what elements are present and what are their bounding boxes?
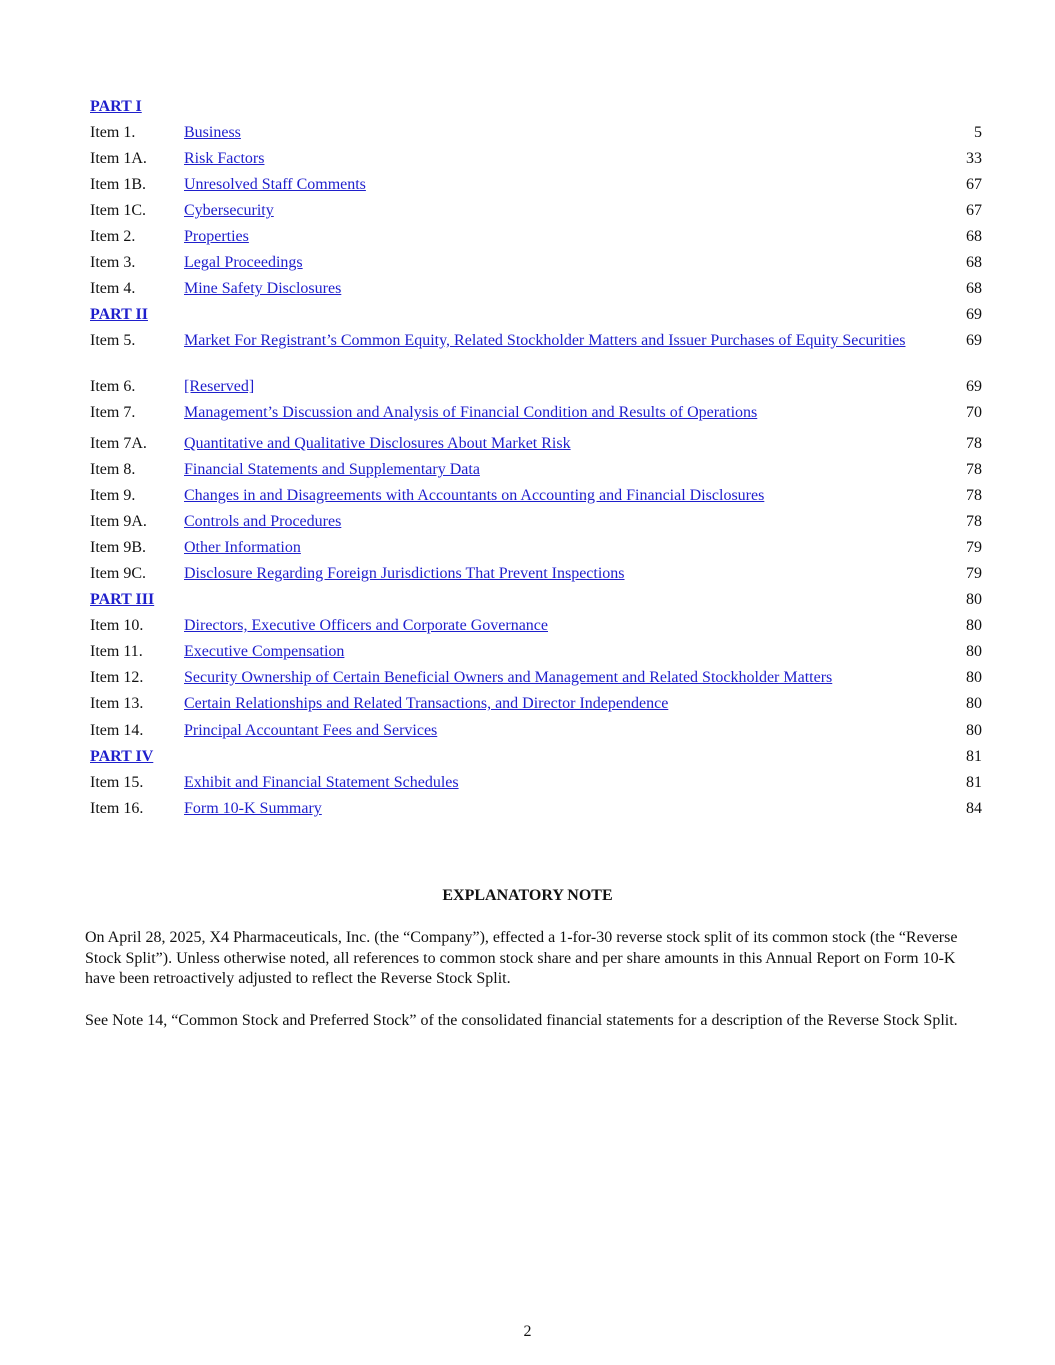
toc-item-row (88, 668, 982, 694)
toc-item-row (88, 460, 982, 486)
toc-page-number: 68 (966, 228, 982, 245)
toc-item-title-cell (184, 149, 922, 175)
toc-item-link[interactable]: Changes in and Disagreements with Accountants on Accounting and Financial Disclosures (184, 487, 765, 504)
toc-item-number: Item 10. (90, 617, 144, 634)
toc-item-row (88, 149, 982, 175)
toc-item-row (88, 331, 982, 377)
toc-item-number: Item 9B. (90, 539, 146, 556)
toc-part-link[interactable]: PART IV (90, 748, 154, 765)
toc-item-title-cell (184, 175, 922, 201)
explanatory-note-paragraph: On April 28, 2025, X4 Pharmaceuticals, Inc. (the “Company”), effected a 1-for-30 reverse stock split of its common stock (the “Reverse Stock Split”). Unless otherwise noted, all references to common stock share and per share amounts in this Annual Report on Form 10-K have been retroactively adjusted to reflect the Reverse Stock Split. (85, 929, 958, 987)
toc-item-number: Item 12. (90, 669, 144, 686)
toc-page-number: 79 (966, 539, 982, 556)
toc-item-row (88, 227, 982, 253)
explanatory-note-paragraph: See Note 14, “Common Stock and Preferred Stock” of the consolidated financial statements for a description of the Reverse Stock Split. (85, 1012, 958, 1029)
toc-item-title-cell (184, 642, 922, 668)
toc-item-link[interactable]: Controls and Procedures (184, 513, 342, 530)
toc-part-cell (88, 97, 922, 123)
toc-item-title-cell (184, 486, 922, 512)
toc-item-number: Item 14. (90, 722, 144, 739)
explanatory-note-heading: EXPLANATORY NOTE (442, 887, 613, 904)
toc-page-number: 80 (966, 643, 982, 660)
toc-item-row (88, 773, 982, 799)
toc-item-row (88, 434, 982, 460)
toc-item-number: Item 6. (90, 378, 136, 395)
toc-item-title-cell (184, 123, 922, 149)
toc-page-number (922, 97, 982, 123)
toc-item-title-cell (184, 253, 922, 279)
toc-item-row (88, 512, 982, 538)
toc-page-number: 80 (966, 617, 982, 634)
toc-item-title-cell (184, 773, 922, 799)
toc-page-number: 70 (966, 404, 982, 421)
toc-item-number: Item 16. (90, 800, 144, 817)
toc-item-title-cell (184, 201, 922, 227)
toc-item-row (88, 253, 982, 279)
toc-item-title-cell (184, 564, 922, 590)
toc-item-number: Item 9C. (90, 565, 146, 582)
toc-item-title-cell (184, 331, 922, 377)
toc-item-link[interactable]: Legal Proceedings (184, 254, 303, 271)
toc-item-link[interactable]: Properties (184, 228, 249, 245)
toc-item-link[interactable]: Certain Relationships and Related Transactions, and Director Independence (184, 695, 669, 712)
toc-page-number: 81 (966, 774, 982, 791)
toc-page-number: 69 (966, 378, 982, 395)
toc-part-cell (88, 747, 922, 773)
toc-item-link[interactable]: Exhibit and Financial Statement Schedules (184, 774, 459, 791)
table-of-contents (88, 97, 982, 825)
toc-item-number: Item 11. (90, 643, 143, 660)
toc-item-link[interactable]: Executive Compensation (184, 643, 345, 660)
toc-part-row (88, 747, 982, 773)
toc-page-number: 67 (966, 202, 982, 219)
toc-item-link[interactable]: Other Information (184, 539, 301, 556)
toc-item-number: Item 15. (90, 774, 144, 791)
toc-item-row (88, 721, 982, 747)
toc-item-link[interactable]: Security Ownership of Certain Beneficial Owners and Management and Related Stockholder Matters (184, 669, 833, 686)
toc-page-number: 68 (966, 254, 982, 271)
toc-item-row (88, 486, 982, 512)
toc-item-link[interactable]: Risk Factors (184, 150, 265, 167)
toc-item-title-cell (184, 460, 922, 486)
toc-item-row (88, 616, 982, 642)
toc-item-row (88, 538, 982, 564)
toc-page-number: 69 (966, 332, 982, 349)
page-number: 2 (523, 1323, 532, 1340)
toc-item-row (88, 403, 982, 434)
toc-item-number: Item 1A. (90, 150, 147, 167)
toc-page-number: 80 (966, 669, 982, 686)
toc-item-link[interactable]: Financial Statements and Supplementary Data (184, 461, 480, 478)
toc-part-row (88, 305, 982, 331)
toc-page-number: 78 (966, 513, 982, 530)
toc-item-link[interactable]: Directors, Executive Officers and Corporate Governance (184, 617, 548, 634)
toc-item-row (88, 694, 982, 721)
toc-part-row (88, 97, 982, 123)
toc-item-title-cell (184, 279, 922, 305)
toc-page-number: 67 (966, 176, 982, 193)
toc-item-link[interactable]: Principal Accountant Fees and Services (184, 722, 438, 739)
toc-item-link[interactable]: Business (184, 124, 241, 141)
toc-page-number: 78 (966, 435, 982, 452)
toc-item-number: Item 4. (90, 280, 136, 297)
toc-item-title-cell (184, 799, 922, 825)
toc-item-number: Item 13. (90, 695, 144, 712)
toc-item-title-cell (184, 377, 922, 403)
toc-item-link[interactable]: Mine Safety Disclosures (184, 280, 342, 297)
toc-item-number: Item 8. (90, 461, 136, 478)
toc-page-number: 80 (966, 591, 982, 608)
toc-part-cell (88, 590, 922, 616)
toc-item-number: Item 1B. (90, 176, 146, 193)
toc-page-number: 80 (966, 722, 982, 739)
toc-item-title-cell (184, 403, 922, 434)
toc-part-link[interactable]: PART III (90, 591, 155, 608)
toc-item-link[interactable]: Cybersecurity (184, 202, 274, 219)
toc-item-title-cell (184, 694, 922, 721)
toc-item-row (88, 564, 982, 590)
toc-item-number: Item 2. (90, 228, 136, 245)
toc-item-title-cell (184, 434, 922, 460)
toc-part-row (88, 590, 982, 616)
toc-item-link[interactable]: Market For Registrant’s Common Equity, Related Stockholder Matters and Issuer Purchases of Equity Securities (184, 332, 906, 349)
toc-item-number: Item 1. (90, 124, 136, 141)
toc-item-title-cell (184, 668, 922, 694)
toc-item-number: Item 1C. (90, 202, 146, 219)
toc-item-link[interactable]: [Reserved] (184, 378, 255, 395)
toc-page-number: 68 (966, 280, 982, 297)
toc-item-link[interactable]: Unresolved Staff Comments (184, 176, 366, 193)
toc-item-row (88, 377, 982, 403)
toc-item-row (88, 642, 982, 668)
toc-item-link[interactable]: Quantitative and Qualitative Disclosures About Market Risk (184, 435, 571, 452)
toc-item-row (88, 201, 982, 227)
toc-item-title-cell (184, 538, 922, 564)
toc-item-row (88, 799, 982, 825)
toc-item-number: Item 9. (90, 487, 136, 504)
toc-part-link[interactable]: PART I (90, 98, 142, 115)
toc-item-row (88, 123, 982, 149)
toc-part-cell (88, 305, 922, 331)
toc-item-link[interactable]: Management’s Discussion and Analysis of Financial Condition and Results of Operations (184, 404, 758, 421)
toc-item-link[interactable]: Disclosure Regarding Foreign Jurisdictions That Prevent Inspections (184, 565, 625, 582)
toc-page-number: 33 (966, 150, 982, 167)
toc-page-number: 69 (966, 306, 982, 323)
toc-page-number: 79 (966, 565, 982, 582)
toc-item-title-cell (184, 616, 922, 642)
toc-page-number: 80 (966, 695, 982, 712)
toc-page-number: 81 (966, 748, 982, 765)
toc-item-title-cell (184, 512, 922, 538)
toc-item-link[interactable]: Form 10-K Summary (184, 800, 322, 817)
toc-part-link[interactable]: PART II (90, 306, 148, 323)
toc-page-number: 5 (974, 124, 982, 141)
toc-item-row (88, 175, 982, 201)
toc-item-title-cell (184, 227, 922, 253)
toc-item-number: Item 3. (90, 254, 136, 271)
toc-item-row (88, 279, 982, 305)
toc-item-number: Item 5. (90, 332, 136, 349)
toc-item-title-cell (184, 721, 922, 747)
toc-page-number: 84 (966, 800, 982, 817)
toc-page-number: 78 (966, 487, 982, 504)
toc-page-number: 78 (966, 461, 982, 478)
toc-item-number: Item 7. (90, 404, 136, 421)
toc-item-number: Item 9A. (90, 513, 147, 530)
toc-item-number: Item 7A. (90, 435, 147, 452)
